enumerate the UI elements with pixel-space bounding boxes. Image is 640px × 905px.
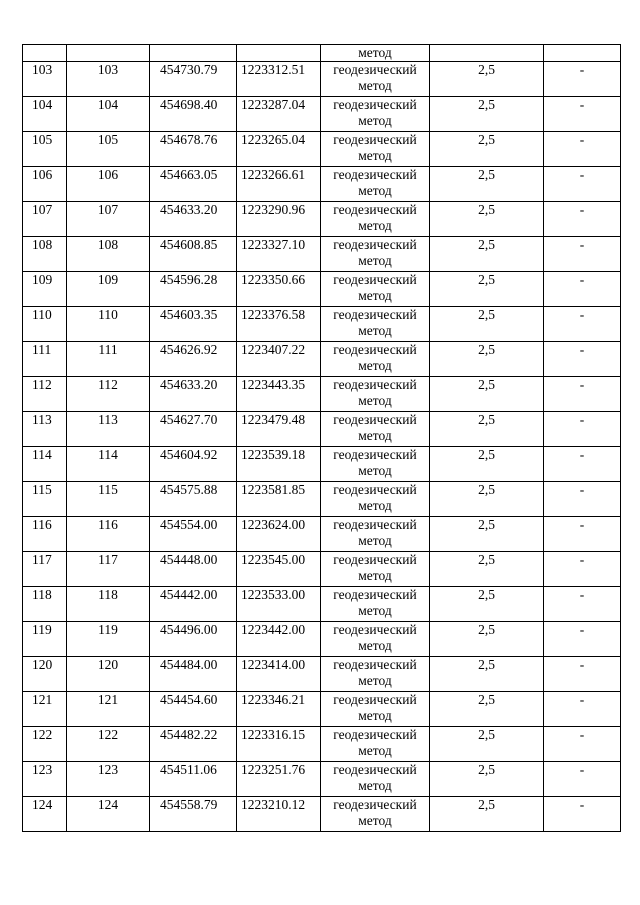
cell-point-id: 120	[67, 657, 150, 692]
cell-y-coordinate: 1223346.21	[237, 692, 321, 727]
cell-point-id: 121	[67, 692, 150, 727]
table-row	[23, 202, 621, 237]
cell-y-coordinate: 1223479.48	[237, 412, 321, 447]
cell-method-continuation: метод	[321, 45, 430, 62]
method-line-1: геодезический	[333, 587, 417, 602]
cell-x-coordinate: 454448.00	[150, 552, 237, 587]
cell-note: -	[544, 167, 621, 202]
cell-y-coordinate: 1223376.58	[237, 307, 321, 342]
cell-note: -	[544, 657, 621, 692]
cell-x-coordinate: 454554.00	[150, 517, 237, 552]
method-line-2: метод	[358, 463, 392, 478]
cell-method	[321, 62, 430, 97]
cell-accuracy: 2,5	[430, 342, 544, 377]
cell-method	[321, 447, 430, 482]
table-row	[23, 622, 621, 657]
table-row	[23, 377, 621, 412]
cell-point-id: 109	[67, 272, 150, 307]
method-line-2: метод	[358, 568, 392, 583]
cell-number: 122	[23, 727, 67, 762]
table-row	[23, 62, 621, 97]
method-line-1: геодезический	[333, 657, 417, 672]
cell-accuracy: 2,5	[430, 692, 544, 727]
cell-number: 119	[23, 622, 67, 657]
method-line-1: геодезический	[333, 342, 417, 357]
cell-x-coordinate: 454678.76	[150, 132, 237, 167]
table-row	[23, 237, 621, 272]
method-line-2: метод	[358, 673, 392, 688]
cell-number: 121	[23, 692, 67, 727]
cell-note: -	[544, 272, 621, 307]
cell-method	[321, 97, 430, 132]
table-row	[23, 657, 621, 692]
method-line-1: геодезический	[333, 622, 417, 637]
cell-accuracy: 2,5	[430, 727, 544, 762]
method-line-1: геодезический	[333, 552, 417, 567]
cell-method	[321, 132, 430, 167]
cell-y-coordinate: 1223251.76	[237, 762, 321, 797]
cell-y-coordinate: 1223624.00	[237, 517, 321, 552]
cell-point-id: 115	[67, 482, 150, 517]
method-line-2: метод	[358, 358, 392, 373]
cell-accuracy: 2,5	[430, 167, 544, 202]
cell-point-id: 118	[67, 587, 150, 622]
method-line-1: геодезический	[333, 307, 417, 322]
cell-method	[321, 552, 430, 587]
method-line-1: геодезический	[333, 797, 417, 812]
cell-number: 103	[23, 62, 67, 97]
table-body	[23, 45, 621, 832]
method-line-1: геодезический	[333, 412, 417, 427]
cell-point-id: 104	[67, 97, 150, 132]
cell-note: -	[544, 587, 621, 622]
cell-x-coordinate: 454627.70	[150, 412, 237, 447]
cell-accuracy: 2,5	[430, 622, 544, 657]
cell-accuracy: 2,5	[430, 132, 544, 167]
cell-y-coordinate: 1223414.00	[237, 657, 321, 692]
method-line-2: метод	[358, 498, 392, 513]
method-line-2: метод	[358, 393, 392, 408]
cell-method	[321, 692, 430, 727]
cell-accuracy: 2,5	[430, 657, 544, 692]
table-row	[23, 342, 621, 377]
cell-note: -	[544, 692, 621, 727]
cell-number: 116	[23, 517, 67, 552]
cell-accuracy: 2,5	[430, 377, 544, 412]
cell-accuracy: 2,5	[430, 517, 544, 552]
cell-accuracy: 2,5	[430, 272, 544, 307]
cell-accuracy: 2,5	[430, 97, 544, 132]
cell-accuracy: 2,5	[430, 62, 544, 97]
method-line-2: метод	[358, 148, 392, 163]
cell-note: -	[544, 482, 621, 517]
cell-point-id: 110	[67, 307, 150, 342]
cell-point-id: 119	[67, 622, 150, 657]
cell-x-coordinate: 454596.28	[150, 272, 237, 307]
cell-y-coordinate: 1223265.04	[237, 132, 321, 167]
cell-note: -	[544, 412, 621, 447]
cell-number: 105	[23, 132, 67, 167]
table-row	[23, 307, 621, 342]
cell-note: -	[544, 202, 621, 237]
cell-number: 109	[23, 272, 67, 307]
method-line-2: метод	[358, 253, 392, 268]
cell-accuracy: 2,5	[430, 797, 544, 832]
cell-y-coordinate: 1223407.22	[237, 342, 321, 377]
cell-x-coordinate: 454575.88	[150, 482, 237, 517]
cell-method	[321, 797, 430, 832]
cell-note: -	[544, 237, 621, 272]
cell-empty	[23, 45, 67, 62]
cell-point-id: 105	[67, 132, 150, 167]
cell-y-coordinate: 1223442.00	[237, 622, 321, 657]
cell-x-coordinate: 454454.60	[150, 692, 237, 727]
method-line-1: геодезический	[333, 447, 417, 462]
cell-accuracy: 2,5	[430, 307, 544, 342]
method-line-2: метод	[358, 323, 392, 338]
cell-accuracy: 2,5	[430, 482, 544, 517]
cell-y-coordinate: 1223581.85	[237, 482, 321, 517]
cell-empty	[150, 45, 237, 62]
cell-accuracy: 2,5	[430, 202, 544, 237]
method-line-1: геодезический	[333, 517, 417, 532]
method-line-2: метод	[358, 533, 392, 548]
cell-x-coordinate: 454663.05	[150, 167, 237, 202]
table-row	[23, 167, 621, 202]
cell-point-id: 123	[67, 762, 150, 797]
cell-point-id: 103	[67, 62, 150, 97]
cell-method	[321, 517, 430, 552]
cell-y-coordinate: 1223533.00	[237, 587, 321, 622]
cell-note: -	[544, 622, 621, 657]
cell-x-coordinate: 454484.00	[150, 657, 237, 692]
cell-method	[321, 727, 430, 762]
cell-number: 114	[23, 447, 67, 482]
cell-method	[321, 342, 430, 377]
method-line-2: метод	[358, 78, 392, 93]
cell-accuracy: 2,5	[430, 412, 544, 447]
cell-y-coordinate: 1223287.04	[237, 97, 321, 132]
cell-number: 118	[23, 587, 67, 622]
cell-y-coordinate: 1223316.15	[237, 727, 321, 762]
cell-y-coordinate: 1223545.00	[237, 552, 321, 587]
method-line-1: геодезический	[333, 167, 417, 182]
cell-method	[321, 657, 430, 692]
cell-method	[321, 587, 430, 622]
table-row	[23, 272, 621, 307]
cell-number: 106	[23, 167, 67, 202]
cell-x-coordinate: 454603.35	[150, 307, 237, 342]
method-line-2: метод	[358, 778, 392, 793]
cell-method	[321, 167, 430, 202]
method-line-1: геодезический	[333, 62, 417, 77]
cell-note: -	[544, 447, 621, 482]
cell-x-coordinate: 454558.79	[150, 797, 237, 832]
cell-empty	[544, 45, 621, 62]
cell-y-coordinate: 1223266.61	[237, 167, 321, 202]
method-line-2: метод	[358, 603, 392, 618]
method-line-2: метод	[358, 428, 392, 443]
cell-accuracy: 2,5	[430, 552, 544, 587]
cell-note: -	[544, 517, 621, 552]
cell-x-coordinate: 454608.85	[150, 237, 237, 272]
cell-y-coordinate: 1223443.35	[237, 377, 321, 412]
cell-number: 112	[23, 377, 67, 412]
cell-y-coordinate: 1223350.66	[237, 272, 321, 307]
table-row	[23, 97, 621, 132]
method-line-2: метод	[358, 288, 392, 303]
table-row	[23, 412, 621, 447]
method-line-1: геодезический	[333, 482, 417, 497]
cell-method	[321, 237, 430, 272]
cell-note: -	[544, 342, 621, 377]
cell-x-coordinate: 454511.06	[150, 762, 237, 797]
table-row	[23, 762, 621, 797]
method-line-2: метод	[358, 218, 392, 233]
cell-number: 107	[23, 202, 67, 237]
table-row	[23, 132, 621, 167]
method-line-1: геодезический	[333, 377, 417, 392]
cell-x-coordinate: 454633.20	[150, 202, 237, 237]
method-line-1: геодезический	[333, 272, 417, 287]
cell-note: -	[544, 727, 621, 762]
table-row	[23, 447, 621, 482]
cell-point-id: 106	[67, 167, 150, 202]
method-line-2: метод	[358, 743, 392, 758]
cell-number: 117	[23, 552, 67, 587]
table-row	[23, 552, 621, 587]
cell-method	[321, 412, 430, 447]
cell-point-id: 107	[67, 202, 150, 237]
cell-note: -	[544, 307, 621, 342]
cell-point-id: 113	[67, 412, 150, 447]
cell-x-coordinate: 454633.20	[150, 377, 237, 412]
cell-method	[321, 307, 430, 342]
cell-x-coordinate: 454482.22	[150, 727, 237, 762]
cell-note: -	[544, 97, 621, 132]
table-row	[23, 692, 621, 727]
cell-number: 111	[23, 342, 67, 377]
cell-number: 115	[23, 482, 67, 517]
method-line-1: геодезический	[333, 132, 417, 147]
cell-y-coordinate: 1223312.51	[237, 62, 321, 97]
method-line-1: геодезический	[333, 97, 417, 112]
cell-method	[321, 202, 430, 237]
cell-note: -	[544, 132, 621, 167]
cell-number: 110	[23, 307, 67, 342]
method-line-1: геодезический	[333, 727, 417, 742]
cell-point-id: 124	[67, 797, 150, 832]
cell-number: 113	[23, 412, 67, 447]
cell-note: -	[544, 762, 621, 797]
table-row	[23, 727, 621, 762]
cell-x-coordinate: 454442.00	[150, 587, 237, 622]
cell-x-coordinate: 454698.40	[150, 97, 237, 132]
method-line-1: геодезический	[333, 762, 417, 777]
cell-method	[321, 762, 430, 797]
method-line-2: метод	[358, 813, 392, 828]
cell-y-coordinate: 1223210.12	[237, 797, 321, 832]
cell-y-coordinate: 1223290.96	[237, 202, 321, 237]
continuation-row	[23, 45, 621, 62]
cell-number: 123	[23, 762, 67, 797]
cell-x-coordinate: 454626.92	[150, 342, 237, 377]
cell-method	[321, 272, 430, 307]
cell-x-coordinate: 454604.92	[150, 447, 237, 482]
cell-note: -	[544, 377, 621, 412]
cell-method	[321, 622, 430, 657]
cell-number: 120	[23, 657, 67, 692]
method-line-2: метод	[358, 708, 392, 723]
table-row	[23, 482, 621, 517]
cell-number: 124	[23, 797, 67, 832]
cell-empty	[237, 45, 321, 62]
cell-note: -	[544, 797, 621, 832]
cell-point-id: 108	[67, 237, 150, 272]
table-row	[23, 797, 621, 832]
cell-y-coordinate: 1223539.18	[237, 447, 321, 482]
cell-note: -	[544, 552, 621, 587]
cell-point-id: 111	[67, 342, 150, 377]
cell-point-id: 114	[67, 447, 150, 482]
coordinates-table	[22, 44, 621, 832]
cell-accuracy: 2,5	[430, 762, 544, 797]
method-line-2: метод	[358, 638, 392, 653]
cell-accuracy: 2,5	[430, 237, 544, 272]
cell-number: 108	[23, 237, 67, 272]
cell-accuracy: 2,5	[430, 587, 544, 622]
cell-point-id: 122	[67, 727, 150, 762]
method-line-1: геодезический	[333, 202, 417, 217]
cell-y-coordinate: 1223327.10	[237, 237, 321, 272]
cell-empty	[430, 45, 544, 62]
cell-x-coordinate: 454730.79	[150, 62, 237, 97]
cell-method	[321, 482, 430, 517]
cell-point-id: 117	[67, 552, 150, 587]
cell-accuracy: 2,5	[430, 447, 544, 482]
table-row	[23, 587, 621, 622]
method-line-2: метод	[358, 113, 392, 128]
table-row	[23, 517, 621, 552]
cell-note: -	[544, 62, 621, 97]
cell-x-coordinate: 454496.00	[150, 622, 237, 657]
method-line-1: геодезический	[333, 237, 417, 252]
method-line-1: геодезический	[333, 692, 417, 707]
cell-empty	[67, 45, 150, 62]
method-line-2: метод	[358, 183, 392, 198]
cell-number: 104	[23, 97, 67, 132]
cell-method	[321, 377, 430, 412]
cell-point-id: 112	[67, 377, 150, 412]
cell-point-id: 116	[67, 517, 150, 552]
